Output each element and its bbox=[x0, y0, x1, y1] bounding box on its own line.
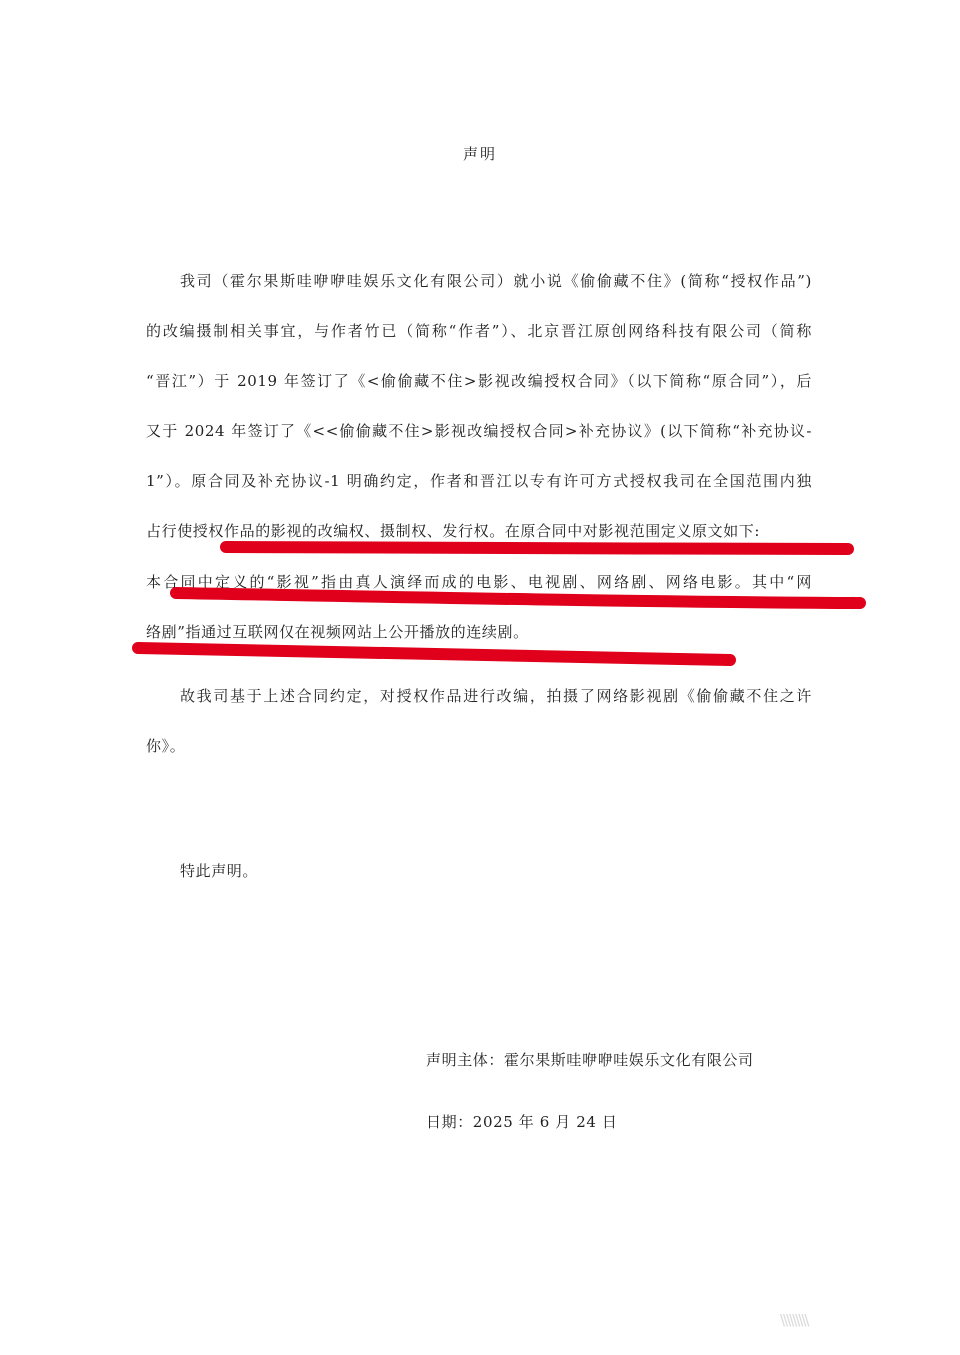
paragraph-1-line-2: 的改编摄制相关事宜，与作者竹已（简称“作者”）、北京晋江原创网络科技有限公司（简称 bbox=[146, 322, 812, 340]
signatory-line: 声明主体：霍尔果斯哇咿咿哇娱乐文化有限公司 bbox=[426, 1051, 754, 1069]
date-line: 日期：2025 年 6 月 24 日 bbox=[426, 1113, 618, 1131]
paragraph-1-line-7: 本合同中定义的“影视”指由真人演绎而成的电影、电视剧、网络剧、网络电影。其中“网 bbox=[146, 573, 812, 591]
paragraph-1-line-8: 络剧”指通过互联网仅在视频网站上公开播放的连续剧。 bbox=[146, 623, 529, 641]
paragraph-2-line-2: 你》。 bbox=[146, 737, 186, 755]
paragraph-2-line-1: 故我司基于上述合同约定，对授权作品进行改编，拍摄了网络影视剧《偷偷藏不住之许 bbox=[180, 687, 812, 705]
document-title: 声明 bbox=[462, 145, 497, 163]
red-underline-2 bbox=[176, 593, 860, 603]
red-underline-3 bbox=[138, 648, 730, 660]
closing-statement: 特此声明。 bbox=[180, 862, 259, 880]
watermark-strokes: \\\\\\\\\ bbox=[780, 1311, 808, 1329]
paragraph-1-line-3: “晋江”）于 2019 年签订了《<偷偷藏不住>影视改编授权合同》（以下简称“原合同”），后 bbox=[146, 372, 812, 390]
paragraph-1-line-1: 我司（霍尔果斯哇咿咿哇娱乐文化有限公司）就小说《偷偷藏不住》(简称“授权作品”) bbox=[180, 272, 812, 290]
red-underline-1 bbox=[226, 547, 848, 549]
paragraph-1-line-5: 1”）。原合同及补充协议-1 明确约定，作者和晋江以专有许可方式授权我司在全国范围内独 bbox=[146, 472, 812, 490]
paragraph-1-line-4: 又于 2024 年签订了《<<偷偷藏不住>影视改编授权合同>补充协议》(以下简称“补充协议- bbox=[146, 422, 812, 440]
paragraph-1-line-6: 占行使授权作品的影视的改编权、摄制权、发行权。在原合同中对影视范围定义原文如下: bbox=[146, 522, 761, 540]
